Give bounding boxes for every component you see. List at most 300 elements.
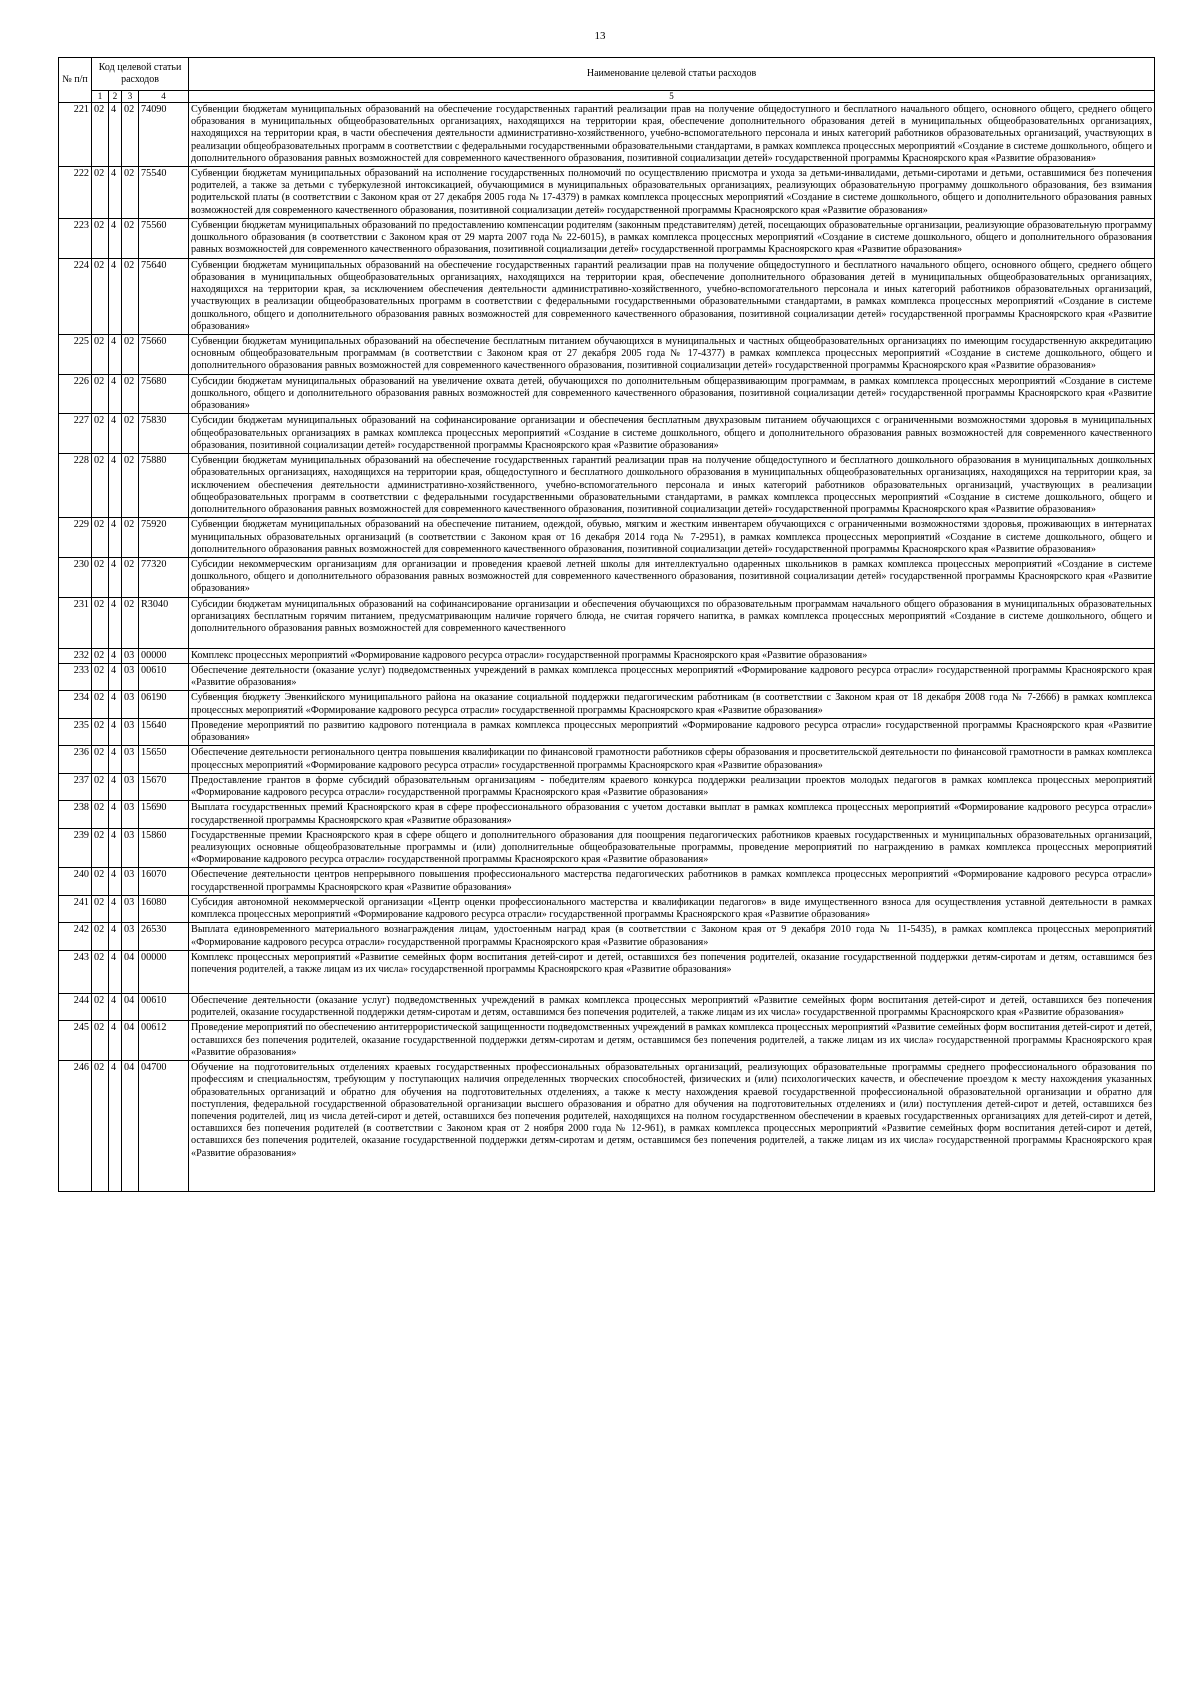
code-direction-cell-text: 74090: [141, 103, 167, 115]
table-row: [59, 374, 1155, 414]
code-direction-cell-text: 75680: [141, 375, 167, 387]
code-program-cell: [92, 414, 109, 454]
table-row: [59, 828, 1155, 868]
header-num-2: 2: [109, 91, 122, 103]
code-program-cell: [92, 993, 109, 1020]
code-complex-cell-text: 02: [124, 455, 135, 467]
code-complex-cell-text: 02: [124, 259, 135, 271]
code-direction-cell-text: 75830: [141, 415, 167, 427]
code-subprogram-cell-text: 4: [111, 951, 117, 963]
code-complex-cell: [122, 895, 139, 922]
code-program-cell: [92, 828, 109, 868]
code-program-cell-text: 02: [94, 951, 105, 963]
code-program-cell-text: 02: [94, 519, 105, 531]
code-subprogram-cell-text: 4: [111, 664, 117, 676]
code-complex-cell: [122, 648, 139, 663]
row-number-cell-text: 246: [73, 1062, 89, 1074]
row-number-cell-text: 222: [73, 167, 89, 179]
table-row: [59, 1061, 1155, 1192]
code-subprogram-cell: [109, 950, 122, 993]
code-direction-cell: [139, 454, 189, 518]
table-row: [59, 663, 1155, 690]
code-complex-cell: [122, 166, 139, 218]
table-row: [59, 102, 1155, 166]
code-subprogram-cell: [109, 454, 122, 518]
code-direction-cell-text: 15640: [141, 719, 167, 731]
code-direction-cell: [139, 1061, 189, 1192]
code-complex-cell: [122, 1021, 139, 1061]
row-number-cell: [59, 218, 92, 258]
code-program-cell: [92, 558, 109, 598]
code-complex-cell-text: 03: [124, 747, 135, 759]
expense-name-cell-text: Субвенции бюджетам муниципальных образований на обеспечение питанием, одеждой, обувью, мягким и жестким инвентарем обучающихся с ограниченными возможностями здоровья, проживающих в интернатах муниципальных образовательных организаций (в соответствии с Законом края от 16 декабря 2014 года № 7-2951), в рамках комплекса процессных мероприятий «Создание в системе дошкольного, общего и дополнительного образования равных возможностей для современного качественного образования, позитивной социализации детей» государственной программы Красноярского края «Развитие образования»: [191, 519, 1153, 555]
table-row: [59, 648, 1155, 663]
header-numbering-row: [59, 91, 1155, 103]
code-direction-cell-text: 00000: [141, 649, 167, 661]
expense-name-cell: [189, 335, 1155, 375]
expense-name-cell-text: Комплекс процессных мероприятий «Формирование кадрового ресурса отрасли» государственной программы Красноярского края «Развитие образования»: [191, 649, 868, 661]
row-number-cell: [59, 993, 92, 1020]
expense-name-cell: [189, 746, 1155, 773]
code-direction-cell-text: 75920: [141, 519, 167, 531]
row-number-cell-text: 233: [73, 664, 89, 676]
table-row: [59, 166, 1155, 218]
code-direction-cell-text: 15670: [141, 774, 167, 786]
row-number-cell-text: 231: [73, 598, 89, 610]
row-number-cell: [59, 773, 92, 800]
code-complex-cell: [122, 950, 139, 993]
row-number-cell-text: 226: [73, 375, 89, 387]
code-complex-cell: [122, 335, 139, 375]
code-direction-cell: [139, 950, 189, 993]
header-num-5: 5: [189, 91, 1155, 103]
expense-name-cell-text: Обеспечение деятельности (оказание услуг) подведомственных учреждений в рамках комплекса процессных мероприятий «Формирование кадрового ресурса отрасли» государственной программы Красноярского края «Развитие образования»: [191, 664, 1153, 689]
table-row: [59, 950, 1155, 993]
expense-name-cell: [189, 950, 1155, 993]
code-program-cell-text: 02: [94, 774, 105, 786]
code-subprogram-cell-text: 4: [111, 455, 117, 467]
table-row: [59, 414, 1155, 454]
expense-name-cell-text: Субвенции бюджетам муниципальных образований на обеспечение бесплатным питанием обучающихся в муниципальных и частных общеобразовательных организациях по имеющим государственную аккредитацию основным общеобразовательным программам (в соответствии с Законом края от 27 декабря 2005 года № 17-4377) в рамках комплекса процессных мероприятий «Создание в системе дошкольного, общего и дополнительного образования равных возможностей для современного качественного образования, позитивной социализации детей» государственной программы Красноярского края «Развитие образования»: [191, 336, 1153, 372]
header-num-3: 3: [122, 91, 139, 103]
code-subprogram-cell-text: 4: [111, 869, 117, 881]
code-subprogram-cell-text: 4: [111, 1062, 117, 1074]
code-direction-cell: [139, 993, 189, 1020]
row-number-cell: [59, 597, 92, 648]
row-number-cell-text: 230: [73, 559, 89, 570]
code-direction-cell-text: 26530: [141, 924, 167, 936]
header-row: [59, 58, 1155, 91]
code-subprogram-cell-text: 4: [111, 1022, 117, 1034]
expense-name-cell-text: Субсидии некоммерческим организациям для организации и проведения краевой летней школы для интеллектуально одаренных школьников в рамках комплекса процессных мероприятий «Создание в системе дошкольного, общего и дополнительного образования равных возможностей для современного качественного образования, позитивной социализации детей» государственной программы Красноярского края «Развитие образования»: [191, 559, 1153, 595]
row-number-cell: [59, 1021, 92, 1061]
code-subprogram-cell: [109, 414, 122, 454]
expense-name-cell-text: Субвенции бюджетам муниципальных образований на обеспечение государственных гарантий реализации прав на получение общедоступного и бесплатного дошкольного образования в муниципальных дошкольных образовательных организациях, находящихся на территории края, общедоступного и бесплатного дошкольного образования в муниципальных общеобразовательных организациях, находящихся на территории края, за исключением обеспечения деятельности административно-хозяйственного, учебно-вспомогательного персонала и иных категорий работников образовательных организаций, участвующих в реализации общеобразовательных программ в соответствии с федеральными государственными образовательными стандартами, в рамках комплекса процессных мероприятий «Создание в системе дошкольного, общего и дополнительного образования равных возможностей для современного качественного образования, позитивной социализации детей» государственной программы Красноярского края «Развитие образования»: [191, 455, 1153, 516]
code-complex-cell-text: 04: [124, 1062, 135, 1074]
code-direction-cell: [139, 258, 189, 334]
code-complex-cell-text: 03: [124, 649, 135, 661]
code-subprogram-cell: [109, 868, 122, 895]
header-name: Наименование целевой статьи расходов: [189, 58, 1155, 91]
code-complex-cell-text: 02: [124, 103, 135, 115]
code-direction-cell-text: 00610: [141, 994, 167, 1006]
row-number-cell: [59, 828, 92, 868]
row-number-cell-text: 223: [73, 219, 89, 231]
code-complex-cell: [122, 801, 139, 828]
code-direction-cell-text: 00000: [141, 951, 167, 963]
row-number-cell: [59, 454, 92, 518]
row-number-cell-text: 229: [73, 519, 89, 531]
code-subprogram-cell-text: 4: [111, 259, 117, 271]
expense-name-cell-text: Субсидии бюджетам муниципальных образований на софинансирование организации и обеспечения обучающихся по образовательным программам начального общего образования в муниципальных образовательных организациях бесплатным горячим питанием, предусматривающим наличие горячего блюда, не считая горячего напитка, в рамках комплекса процессных мероприятий «Создание в системе дошкольного, общего и дополнительного образования равных возможностей для современного качественного: [191, 598, 1153, 635]
code-program-cell: [92, 950, 109, 993]
code-program-cell: [92, 746, 109, 773]
code-subprogram-cell: [109, 801, 122, 828]
row-number-cell: [59, 258, 92, 334]
code-program-cell-text: 02: [94, 415, 105, 427]
code-complex-cell-text: 03: [124, 896, 135, 908]
row-number-cell: [59, 950, 92, 993]
code-program-cell: [92, 1021, 109, 1061]
code-complex-cell: [122, 746, 139, 773]
code-subprogram-cell: [109, 718, 122, 745]
code-complex-cell-text: 03: [124, 719, 135, 731]
expense-name-cell: [189, 218, 1155, 258]
code-direction-cell-text: 75540: [141, 167, 167, 179]
code-program-cell-text: 02: [94, 375, 105, 387]
code-program-cell: [92, 868, 109, 895]
code-direction-cell: [139, 374, 189, 414]
code-subprogram-cell: [109, 648, 122, 663]
page-number: 13: [594, 30, 606, 42]
code-complex-cell-text: 02: [124, 415, 135, 427]
code-program-cell: [92, 923, 109, 950]
table-row: [59, 993, 1155, 1020]
code-complex-cell: [122, 718, 139, 745]
expense-name-cell-text: Субвенции бюджетам муниципальных образований на обеспечение государственных гарантий реализации прав на получение общедоступного и бесплатного начального общего, основного общего, среднего общего образования в муниципальных общеобразовательных организациях, находящихся на территории края, обеспечение дополнительного образования детей в муниципальных общеобразовательных организациях, находящихся на территории края, в части обеспечения деятельности административно-хозяйственного, учебно-вспомогательного персонала и иных категорий работников образовательных организаций, участвующих в реализации общеобразовательных программ в соответствии с федеральными государственными образовательными стандартами, в рамках комплекса процессных мероприятий «Создание в системе дошкольного, общего и дополнительного образования равных возможностей для современного качественного образования, позитивной социализации детей» государственной программы Красноярского края «Развитие образования»: [191, 103, 1153, 164]
code-subprogram-cell: [109, 663, 122, 690]
code-subprogram-cell-text: 4: [111, 747, 117, 759]
code-subprogram-cell-text: 4: [111, 336, 117, 348]
row-number-cell: [59, 718, 92, 745]
code-direction-cell: [139, 718, 189, 745]
table-row: [59, 923, 1155, 950]
code-direction-cell-text: 15650: [141, 747, 167, 759]
header-no: № п/п: [59, 58, 92, 103]
row-number-cell: [59, 691, 92, 718]
code-subprogram-cell: [109, 1021, 122, 1061]
code-subprogram-cell: [109, 218, 122, 258]
code-direction-cell: [139, 746, 189, 773]
code-direction-cell: [139, 895, 189, 922]
row-number-cell: [59, 374, 92, 414]
code-program-cell-text: 02: [94, 455, 105, 467]
code-subprogram-cell: [109, 558, 122, 598]
code-subprogram-cell: [109, 335, 122, 375]
code-direction-cell: [139, 801, 189, 828]
expense-name-cell: [189, 663, 1155, 690]
code-program-cell-text: 02: [94, 259, 105, 271]
expense-name-cell: [189, 597, 1155, 648]
code-complex-cell-text: 03: [124, 829, 135, 841]
code-program-cell-text: 02: [94, 719, 105, 731]
code-program-cell: [92, 597, 109, 648]
code-program-cell: [92, 218, 109, 258]
code-direction-cell-text: 06190: [141, 692, 167, 704]
expense-name-cell: [189, 166, 1155, 218]
expense-name-cell: [189, 558, 1155, 598]
code-direction-cell: [139, 558, 189, 598]
code-direction-cell-text: 77320: [141, 559, 167, 570]
code-direction-cell: [139, 218, 189, 258]
code-subprogram-cell: [109, 993, 122, 1020]
expense-name-cell: [189, 895, 1155, 922]
code-direction-cell: [139, 518, 189, 558]
row-number-cell-text: 235: [73, 719, 89, 731]
code-direction-cell-text: 16080: [141, 896, 167, 908]
code-direction-cell-text: 00610: [141, 664, 167, 676]
code-direction-cell: [139, 102, 189, 166]
table-row: [59, 691, 1155, 718]
expense-name-cell: [189, 374, 1155, 414]
expense-name-cell: [189, 454, 1155, 518]
code-complex-cell-text: 03: [124, 802, 135, 814]
code-program-cell-text: 02: [94, 869, 105, 881]
row-number-cell-text: 221: [73, 103, 89, 115]
code-complex-cell: [122, 218, 139, 258]
expense-name-cell: [189, 1061, 1155, 1192]
code-complex-cell: [122, 518, 139, 558]
expense-name-cell-text: Государственные премии Красноярского края в сфере общего и дополнительного образования для поощрения педагогических работников краевых государственных и муниципальных образовательных организаций, реализующих основные общеобразовательные программы и (или) дополнительные общеобразовательные программы, проведение мероприятий по награждению в рамках комплекса процессных мероприятий «Формирование кадрового ресурса отрасли» государственной программы Красноярского края «Развитие образования»: [191, 829, 1153, 866]
row-number-cell: [59, 801, 92, 828]
code-subprogram-cell: [109, 258, 122, 334]
code-subprogram-cell: [109, 166, 122, 218]
code-subprogram-cell-text: 4: [111, 519, 117, 531]
row-number-cell-text: 234: [73, 692, 89, 704]
expense-name-cell-text: Выплата единовременного материального вознаграждения лицам, удостоенным наград края (в соответствии с Законом края от 9 декабря 2010 года № 11-5435), в рамках комплекса процессных мероприятий «Формирование кадрового ресурса отрасли» государственной программы Красноярского края «Развитие образования»: [191, 924, 1153, 948]
code-direction-cell-text: 04700: [141, 1062, 167, 1074]
code-subprogram-cell-text: 4: [111, 559, 117, 570]
code-subprogram-cell: [109, 773, 122, 800]
row-number-cell-text: 228: [73, 455, 89, 467]
expense-name-cell: [189, 258, 1155, 334]
expense-name-cell-text: Выплата государственных премий Красноярского края в сфере профессионального образования с учетом доставки выплат в рамках комплекса процессных мероприятий «Формирование кадрового ресурса отрасли» государственной программы Красноярского края «Развитие образования»: [191, 802, 1153, 826]
code-program-cell-text: 02: [94, 219, 105, 231]
row-number-cell-text: 227: [73, 415, 89, 427]
code-subprogram-cell-text: 4: [111, 375, 117, 387]
code-direction-cell: [139, 828, 189, 868]
row-number-cell: [59, 868, 92, 895]
code-subprogram-cell: [109, 518, 122, 558]
code-complex-cell: [122, 663, 139, 690]
header-code: Код целевой статьи расходов: [92, 58, 189, 91]
row-number-cell: [59, 166, 92, 218]
code-direction-cell-text: 75880: [141, 455, 167, 467]
code-direction-cell: [139, 648, 189, 663]
code-complex-cell: [122, 691, 139, 718]
row-number-cell-text: 245: [73, 1022, 89, 1034]
expense-name-cell-text: Обеспечение деятельности регионального центра повышения квалификации по финансовой грамотности работников сферы образования и просветительской деятельности по финансовой грамотности в рамках комплекса процессных мероприятий «Формирование кадрового ресурса отрасли» государственной программы Красноярского края «Развитие образования»: [191, 747, 1153, 771]
code-complex-cell: [122, 773, 139, 800]
row-number-cell-text: 243: [73, 951, 89, 963]
code-complex-cell: [122, 558, 139, 598]
code-direction-cell: [139, 691, 189, 718]
row-number-cell-text: 237: [73, 774, 89, 786]
expense-name-cell-text: Предоставление грантов в форме субсидий образовательным организациям - победителям краевого конкурса поддержки реализации проектов молодых педагогов в рамках комплекса процессных мероприятий «Формирование кадрового ресурса отрасли» государственной программы Красноярского края «Развитие образования»: [191, 774, 1153, 799]
header-num-1: 1: [92, 91, 109, 103]
code-complex-cell: [122, 923, 139, 950]
code-complex-cell-text: 04: [124, 1022, 135, 1034]
expense-name-cell: [189, 1021, 1155, 1061]
expense-name-cell-text: Субвенции бюджетам муниципальных образований на исполнение государственных полномочий по осуществлению присмотра и ухода за детьми-инвалидами, детьми-сиротами и детьми, оставшимися без попечения родителей, а также за детьми с туберкулезной интоксикацией, обучающимися в муниципальных образовательных организациях, реализующих образовательную программу дошкольного образования, без взимания родительской платы (в соответствии с Законом края от 27 декабря 2005 года № 17-4379) в рамках комплекса процессных мероприятий «Создание в системе дошкольного, общего и дополнительного образования равных возможностей для современного качественного образования, позитивной социализации детей» государственной программы Красноярского края «Развитие образования»: [191, 167, 1153, 216]
code-program-cell: [92, 1061, 109, 1192]
row-number-cell-text: 244: [73, 994, 89, 1006]
code-subprogram-cell: [109, 923, 122, 950]
code-program-cell-text: 02: [94, 924, 105, 936]
table-row: [59, 258, 1155, 334]
table-row: [59, 218, 1155, 258]
expense-name-cell-text: Субсидии бюджетам муниципальных образований на увеличение охвата детей, обучающихся по дополнительным общеразвивающим программам, в рамках комплекса процессных мероприятий «Создание в системе дошкольного, общего и дополнительного образования равных возможностей для современного качественного образования, позитивной социализации детей» государственной программы Красноярского края «Развитие образования»: [191, 375, 1153, 412]
code-program-cell: [92, 718, 109, 745]
expense-name-cell: [189, 773, 1155, 800]
code-subprogram-cell-text: 4: [111, 415, 117, 427]
code-subprogram-cell-text: 4: [111, 719, 117, 731]
code-direction-cell-text: 75660: [141, 336, 167, 348]
table-row: [59, 558, 1155, 598]
expense-name-cell: [189, 868, 1155, 895]
code-program-cell: [92, 454, 109, 518]
code-program-cell-text: 02: [94, 103, 105, 115]
code-complex-cell-text: 02: [124, 336, 135, 348]
row-number-cell-text: 242: [73, 924, 89, 936]
code-program-cell: [92, 663, 109, 690]
code-program-cell-text: 02: [94, 1062, 105, 1074]
code-direction-cell-text: 15860: [141, 829, 167, 841]
code-subprogram-cell-text: 4: [111, 692, 117, 704]
code-complex-cell-text: 02: [124, 219, 135, 231]
row-number-cell: [59, 746, 92, 773]
row-number-cell-text: 236: [73, 747, 89, 759]
row-number-cell-text: 241: [73, 896, 89, 908]
code-direction-cell: [139, 923, 189, 950]
code-subprogram-cell-text: 4: [111, 896, 117, 908]
code-complex-cell: [122, 868, 139, 895]
code-program-cell-text: 02: [94, 692, 105, 704]
code-subprogram-cell: [109, 746, 122, 773]
code-program-cell-text: 02: [94, 664, 105, 676]
row-number-cell: [59, 1061, 92, 1192]
code-complex-cell-text: 04: [124, 951, 135, 963]
table-body: [59, 102, 1155, 1191]
code-direction-cell: [139, 414, 189, 454]
code-complex-cell-text: 03: [124, 869, 135, 881]
code-program-cell-text: 02: [94, 559, 105, 570]
row-number-cell: [59, 663, 92, 690]
row-number-cell: [59, 414, 92, 454]
table-row: [59, 746, 1155, 773]
code-program-cell-text: 02: [94, 598, 105, 610]
expense-name-cell-text: Обеспечение деятельности (оказание услуг) подведомственных учреждений в рамках комплекса процессных мероприятий «Развитие семейных форм воспитания детей-сирот и детей, оставшихся без попечения родителей, оказание государственной поддержки детям-сиротам и детям, оставшимся без попечения родителей, а также лицам из их числа» государственной программы Красноярского края «Развитие образования»: [191, 994, 1153, 1019]
code-program-cell-text: 02: [94, 1022, 105, 1034]
expense-name-cell-text: Субсидия автономной некоммерческой организации «Центр оценки профессионального мастерства и квалификации педагогов» в виде имущественного взноса для осуществления уставной деятельности в рамках комплекса процессных мероприятий «Формирование кадрового ресурса отрасли» государственной программы Красноярского края «Развитие образования»: [191, 896, 1153, 921]
table-row: [59, 773, 1155, 800]
code-subprogram-cell-text: 4: [111, 219, 117, 231]
row-number-cell: [59, 518, 92, 558]
code-program-cell: [92, 648, 109, 663]
code-complex-cell-text: 02: [124, 559, 135, 570]
code-subprogram-cell-text: 4: [111, 167, 117, 179]
table-row: [59, 518, 1155, 558]
code-program-cell: [92, 374, 109, 414]
code-complex-cell: [122, 102, 139, 166]
code-program-cell-text: 02: [94, 747, 105, 759]
expense-name-cell: [189, 828, 1155, 868]
code-complex-cell-text: 02: [124, 167, 135, 179]
code-subprogram-cell-text: 4: [111, 994, 117, 1006]
code-complex-cell-text: 02: [124, 598, 135, 610]
expense-name-cell: [189, 414, 1155, 454]
code-complex-cell-text: 03: [124, 774, 135, 786]
code-complex-cell: [122, 993, 139, 1020]
row-number-cell-text: 239: [73, 829, 89, 841]
row-number-cell: [59, 102, 92, 166]
code-subprogram-cell-text: 4: [111, 829, 117, 841]
code-subprogram-cell: [109, 828, 122, 868]
table-row: [59, 1021, 1155, 1061]
expense-name-cell-text: Субсидии бюджетам муниципальных образований на софинансирование организации и обеспечения бесплатным двухразовым питанием обучающихся с ограниченными возможностями здоровья в муниципальных общеобразовательных организациях в рамках комплекса процессных мероприятий «Создание в системе дошкольного, общего и дополнительного образования равных возможностей для современного качественного образования, позитивной социализации детей» государственной программы Красноярского края «Развитие образования»: [191, 415, 1153, 451]
expense-name-cell: [189, 801, 1155, 828]
code-subprogram-cell: [109, 374, 122, 414]
code-subprogram-cell-text: 4: [111, 103, 117, 115]
table-row: [59, 718, 1155, 745]
code-program-cell-text: 02: [94, 336, 105, 348]
expense-name-cell: [189, 102, 1155, 166]
table-row: [59, 335, 1155, 375]
code-direction-cell: [139, 1021, 189, 1061]
code-complex-cell-text: 03: [124, 924, 135, 936]
code-direction-cell-text: 75560: [141, 219, 167, 231]
expense-name-cell: [189, 923, 1155, 950]
code-complex-cell: [122, 454, 139, 518]
code-complex-cell-text: 02: [124, 519, 135, 531]
expense-name-cell: [189, 691, 1155, 718]
expense-name-cell-text: Обучение на подготовительных отделениях краевых государственных профессиональных образовательных организаций, реализующих образовательные программы среднего профессионального образования по профессиям и специальностям, требующим у поступающих наличия определенных творческих способностей, физических и (или) психологических качеств, и обеспечение проездом к месту нахождения указанных образовательных организаций и обратно для обучения на подготовительных отделениях, а также к месту нахождения краевой государственной профессиональной образовательной организации и обратно для поступления, федеральной государственной образовательной организации высшего образования и обратно для обучения на подготовительных отделениях и (или) поступления детей-сирот и детей, оставшихся без попечения родителей, лиц из числа детей-сирот и детей, оставшихся без попечения родителей, находящихся на полном государственном обеспечении в краевых государственных организациях для детей-сирот и детей, оставшихся без попечения родителей (в соответствии с Законом края от 2 ноября 2000 года № 12-961), в рамках комплекса процессных мероприятий «Развитие семейных форм воспитания детей-сирот и детей, оставшихся без попечения родителей, оказание государственной поддержки детям-сиротам и детям, оставшимся без попечения родителей, а также лицам из их числа» государственной программы Красноярского края «Развитие образования»: [191, 1062, 1153, 1159]
code-subprogram-cell: [109, 895, 122, 922]
table-row: [59, 868, 1155, 895]
expense-name-cell-text: Проведение мероприятий по развитию кадрового потенциала в рамках комплекса процессных мероприятий «Формирование кадрового ресурса отрасли» государственной программы Красноярского края «Развитие образования»: [191, 719, 1153, 744]
code-complex-cell: [122, 258, 139, 334]
row-number-cell: [59, 648, 92, 663]
expense-name-cell: [189, 993, 1155, 1020]
expense-name-cell-text: Обеспечение деятельности центров непрерывного повышения профессионального мастерства педагогических работников в рамках комплекса процессных мероприятий «Формирование кадрового ресурса отрасли» государственной программы Красноярского края «Развитие образования»: [191, 869, 1153, 893]
code-program-cell: [92, 166, 109, 218]
expense-name-cell: [189, 648, 1155, 663]
row-number-cell: [59, 558, 92, 598]
code-subprogram-cell-text: 4: [111, 598, 117, 610]
code-direction-cell-text: 15690: [141, 802, 167, 814]
code-subprogram-cell: [109, 597, 122, 648]
expense-name-cell-text: Субвенция бюджету Эвенкийского муниципального района на оказание социальной поддержки педагогическим работникам (в соответствии с Законом края от 18 декабря 2008 года № 7-2666) в рамках комплекса процессных мероприятий «Формирование кадрового ресурса отрасли» государственной программы Красноярского края «Развитие образования»: [191, 692, 1153, 716]
code-program-cell-text: 02: [94, 167, 105, 179]
row-number-cell: [59, 335, 92, 375]
code-subprogram-cell-text: 4: [111, 774, 117, 786]
expense-name-cell-text: Субвенции бюджетам муниципальных образований по предоставлению компенсации родителям (законным представителям) детей, посещающих образовательные организации, реализующие образовательную программу дошкольного образования (в соответствии с Законом края от 29 марта 2007 года № 22-6015), в рамках комплекса процессных мероприятий «Создание в системе дошкольного, общего и дополнительного образования равных возможностей для современного качественного образования, позитивной социализации детей» государственной программы Красноярского края «Развитие образования»: [191, 219, 1153, 256]
code-direction-cell: [139, 335, 189, 375]
code-direction-cell-text: 00612: [141, 1022, 167, 1034]
code-complex-cell-text: 03: [124, 692, 135, 704]
code-program-cell: [92, 335, 109, 375]
row-number-cell-text: 224: [73, 259, 89, 271]
